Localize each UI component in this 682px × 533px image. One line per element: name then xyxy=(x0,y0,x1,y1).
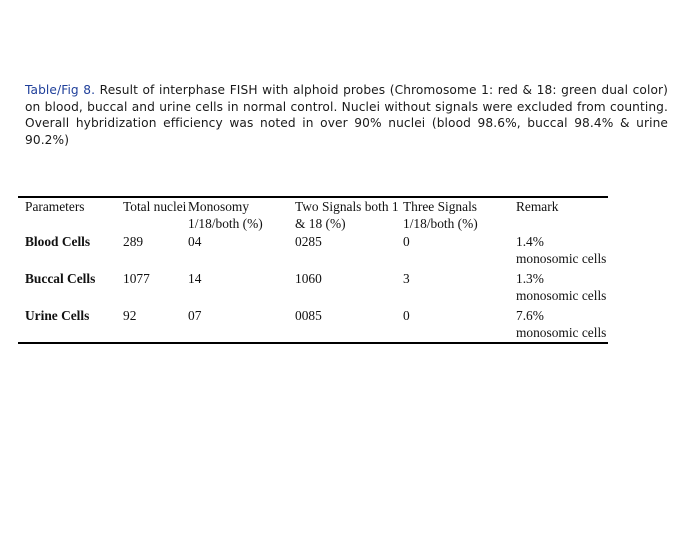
cell-monosomy: 04 xyxy=(188,234,202,249)
cell-parameter: Urine Cells xyxy=(25,308,90,323)
table-row xyxy=(18,234,608,271)
cell-two-signals: 0085 xyxy=(295,308,322,323)
cell-remark: 7.6% monosomic cells xyxy=(516,308,607,340)
header-monosomy: Monosomy 1/18/both (%) xyxy=(188,199,263,231)
cell-total-nuclei: 1077 xyxy=(123,271,150,286)
cell-three-signals: 0 xyxy=(403,234,410,249)
cell-remark: 1.4% monosomic cells xyxy=(516,234,607,266)
header-three-signals: Three Signals 1/18/both (%) xyxy=(403,199,478,231)
header-total-nuclei: Total nuclei xyxy=(123,199,187,214)
cell-three-signals: 0 xyxy=(403,308,410,323)
cell-monosomy: 14 xyxy=(188,271,202,286)
header-remark: Remark xyxy=(516,199,559,214)
cell-three-signals: 3 xyxy=(403,271,410,286)
caption-text: Result of interphase FISH with alphoid probes (Chromosome 1: red & 18: green dual color) on blood, buccal and urine cells in normal control. Nuclei without signals were excluded from counting. Overall hybridization efficiency was noted in over 90% nuclei (blood 98.6%, buccal 98.4% & urine 90.2%) xyxy=(25,83,668,147)
table-caption xyxy=(25,82,668,148)
cell-remark: 1.3% monosomic cells xyxy=(516,271,607,303)
cell-two-signals: 0285 xyxy=(295,234,322,249)
table-row xyxy=(18,308,608,342)
cell-total-nuclei: 289 xyxy=(123,234,144,249)
header-two-signals: Two Signals both 1 & 18 (%) xyxy=(295,199,399,231)
results-table xyxy=(18,198,608,342)
cell-parameter: Blood Cells xyxy=(25,234,91,249)
cell-monosomy: 07 xyxy=(188,308,202,323)
caption-label: Table/Fig 8. xyxy=(25,83,96,97)
cell-total-nuclei: 92 xyxy=(123,308,137,323)
results-table-container xyxy=(18,196,608,344)
cell-parameter: Buccal Cells xyxy=(25,271,96,286)
table-header-row xyxy=(18,198,608,234)
header-parameters: Parameters xyxy=(25,199,85,214)
table-row xyxy=(18,271,608,308)
cell-two-signals: 1060 xyxy=(295,271,322,286)
